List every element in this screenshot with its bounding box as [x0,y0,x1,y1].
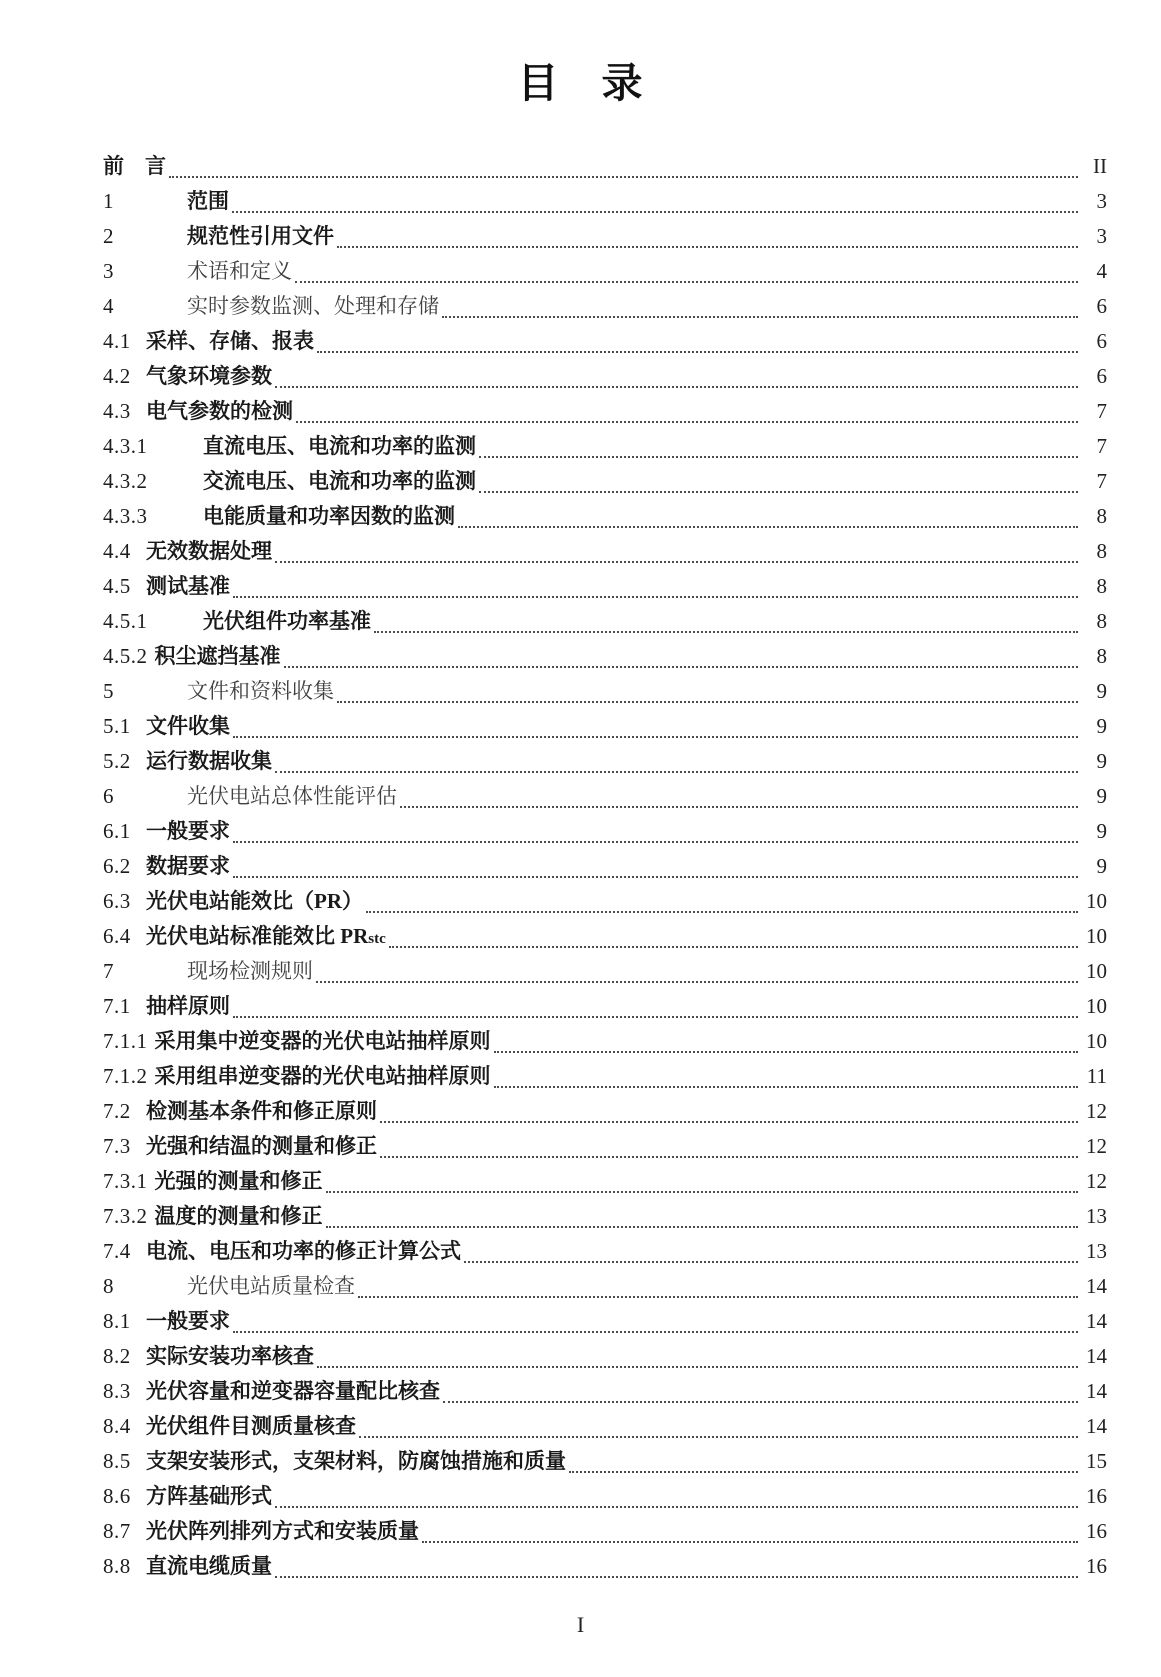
toc-entry-page: 8 [1096,609,1107,633]
dot-leader [295,281,1078,283]
dot-leader [494,1051,1079,1053]
toc-entry-title: 前 言 [103,154,166,178]
toc-entry-number: 6.4 [103,924,131,948]
toc-entry-number: 7.2 [103,1099,131,1123]
toc-entry-title: 积尘遮挡基准 [154,644,281,668]
dot-leader [233,736,1078,738]
toc-entry-page: 10 [1086,889,1107,913]
toc-entry-title: 规范性引用文件 [187,224,334,248]
toc-entry[interactable] [103,184,1107,219]
toc-entry-number: 4.2 [103,364,131,388]
toc-entry-page: 13 [1086,1204,1107,1228]
toc-entry-page: 3 [1096,224,1107,248]
toc-entry-title: 电能质量和功率因数的监测 [203,504,455,528]
toc-entry-page: 13 [1086,1239,1107,1263]
dot-leader [275,771,1078,773]
toc-entry-number: 4.4 [103,539,131,563]
toc-entry-number: 4.5.1 [103,609,148,633]
toc-entry-number: 4.5.2 [103,644,148,668]
toc-entry-title: 现场检测规则 [187,959,313,983]
toc-entry-page: 11 [1086,1064,1107,1088]
toc-entry-number: 8.8 [103,1554,131,1578]
toc-entry-number: 4.1 [103,329,131,353]
toc-entry-page: 14 [1086,1274,1107,1298]
toc-entry-title: 支架安装形式，支架材料，防腐蚀措施和质量 [146,1449,566,1473]
toc-entry-page: 10 [1086,959,1107,983]
toc-entry[interactable] [103,989,1107,1024]
dot-leader [233,1331,1078,1333]
toc-entry-title: 术语和定义 [187,259,292,283]
toc-entry-page: 14 [1086,1379,1107,1403]
page-title: 目 录 [517,60,644,106]
toc-entry-title: 交流电压、电流和功率的监测 [203,469,476,493]
toc-entry-title: 光强的测量和修正 [154,1169,323,1193]
toc-entry-title: 范围 [187,189,229,213]
dot-leader [337,701,1078,703]
dot-leader [233,596,1078,598]
toc-entry[interactable] [103,639,1107,674]
dot-leader [317,351,1078,353]
toc-entry-page: 7 [1096,434,1107,458]
toc-entry-number: 5.2 [103,749,131,773]
toc-entry[interactable] [103,499,1107,534]
toc-entry-number: 4.5 [103,574,131,598]
toc-entry-page: 8 [1096,504,1107,528]
toc-entry-page: 6 [1096,364,1107,388]
dot-leader [296,421,1078,423]
toc-entry-page: 9 [1096,854,1107,878]
toc-entry-page: 3 [1096,189,1107,213]
toc-entry[interactable] [103,1479,1107,1514]
toc-entry-page: 16 [1086,1519,1107,1543]
dot-leader [359,1436,1078,1438]
toc-entry-page: 9 [1096,819,1107,843]
dot-leader [494,1086,1079,1088]
toc-entry-title: 文件收集 [146,714,230,738]
toc-entry-page: 9 [1096,784,1107,808]
toc-entry[interactable] [103,394,1107,429]
dot-leader [374,631,1078,633]
toc-entry[interactable] [103,534,1107,569]
toc-entry[interactable] [103,464,1107,499]
dot-leader [275,561,1078,563]
toc-entry-title: 光伏阵列排列方式和安装质量 [146,1519,419,1543]
dot-leader [316,981,1078,983]
toc-entry-page: 9 [1096,679,1107,703]
toc-entry-title: 光伏组件功率基准 [203,609,371,633]
toc-entry-page: 14 [1086,1309,1107,1333]
toc-entry-page: 10 [1086,1029,1107,1053]
page-footer: I [576,1612,585,1637]
toc-entry-number: 8.5 [103,1449,131,1473]
dot-leader [275,1576,1078,1578]
toc-entry-title: 温度的测量和修正 [154,1204,323,1228]
toc-entry-title: 电流、电压和功率的修正计算公式 [146,1239,461,1263]
toc-entry-page: 9 [1096,714,1107,738]
toc-entry[interactable] [103,254,1107,289]
dot-leader [233,841,1078,843]
toc-entry-number: 8.4 [103,1414,131,1438]
toc-entry[interactable] [103,604,1107,639]
toc-entry[interactable] [103,149,1107,184]
dot-leader [232,211,1078,213]
toc-entry-page: 7 [1096,399,1107,423]
toc-entry-page: 10 [1086,994,1107,1018]
toc-entry[interactable] [103,1514,1107,1549]
toc-entry[interactable] [103,814,1107,849]
toc-entry-page: 16 [1086,1554,1107,1578]
toc-entry-page: 7 [1096,469,1107,493]
toc-entry-title: 电气参数的检测 [146,399,293,423]
dot-leader [275,1506,1078,1508]
toc-entry[interactable] [103,1024,1107,1059]
toc-entry-number: 8.2 [103,1344,131,1368]
dot-leader [380,1156,1078,1158]
dot-leader [169,176,1078,178]
toc-entry-number: 7.3.2 [103,1204,148,1228]
toc-entry-number: 6.3 [103,889,131,913]
toc-entry[interactable] [103,1059,1107,1094]
toc-entry-title: 检测基本条件和修正原则 [146,1099,377,1123]
toc-entry-page: 8 [1096,574,1107,598]
toc-entry-page: 10 [1086,924,1107,948]
toc-entry-number: 4.3.2 [103,469,148,493]
dot-leader [233,1016,1078,1018]
toc-entry-title: 无效数据处理 [146,539,272,563]
toc-entry-page: 8 [1096,644,1107,668]
toc-entry-number: 6.1 [103,819,131,843]
toc-entry-page: 12 [1086,1099,1107,1123]
toc-entry-number: 8.1 [103,1309,131,1333]
toc-entry-title: 一般要求 [146,1309,230,1333]
toc-entry[interactable] [103,219,1107,254]
toc-entry-title: 文件和资料收集 [187,679,334,703]
toc-entry[interactable] [103,1549,1107,1584]
toc-entry[interactable] [103,569,1107,604]
toc-entry-number: 4.3.3 [103,504,148,528]
toc-entry-number: 7.1.1 [103,1029,148,1053]
toc-entry[interactable] [103,919,1107,954]
toc-entry[interactable] [103,744,1107,779]
toc-entry-title: 测试基准 [146,574,230,598]
toc-entry[interactable] [103,674,1107,709]
toc-entry[interactable] [103,1374,1107,1409]
toc-entry[interactable] [103,359,1107,394]
dot-leader [317,1366,1078,1368]
toc-entry-title: 实际安装功率核查 [146,1344,314,1368]
dot-leader [458,526,1078,528]
toc-entry-page: II [1093,154,1107,178]
toc-entry-page: 8 [1096,539,1107,563]
dot-leader [326,1191,1079,1193]
toc-entry-number: 4.3.1 [103,434,148,458]
toc-entry-title: 运行数据收集 [146,749,272,773]
dot-leader [422,1541,1078,1543]
toc-entry-title: 采用集中逆变器的光伏电站抽样原则 [154,1029,491,1053]
toc-entry[interactable] [103,1409,1107,1444]
dot-leader [284,666,1079,668]
dot-leader [464,1261,1078,1263]
toc-entry-number: 2 [103,224,114,248]
toc-list [103,149,1107,1584]
toc-entry-title: 光伏电站能效比（PR） [146,889,363,913]
toc-entry[interactable] [103,1444,1107,1479]
toc-entry-number: 4 [103,294,114,318]
dot-leader [569,1471,1078,1473]
toc-entry[interactable] [103,884,1107,919]
toc-entry-title: 气象环境参数 [146,364,272,388]
dot-leader [479,456,1078,458]
dot-leader [479,491,1078,493]
toc-entry-number: 4.3 [103,399,131,423]
toc-entry-number: 6 [103,784,114,808]
toc-entry-number: 7.1.2 [103,1064,148,1088]
toc-entry-title: 直流电压、电流和功率的监测 [203,434,476,458]
toc-entry-number: 8.3 [103,1379,131,1403]
toc-entry[interactable] [103,954,1107,989]
dot-leader [358,1296,1078,1298]
toc-entry-title: 抽样原则 [146,994,230,1018]
dot-leader [366,911,1078,913]
toc-entry-number: 7.4 [103,1239,131,1263]
toc-entry-number: 5.1 [103,714,131,738]
dot-leader [337,246,1078,248]
toc-entry-page: 15 [1086,1449,1107,1473]
toc-entry-page: 6 [1096,329,1107,353]
toc-entry-page: 14 [1086,1414,1107,1438]
toc-entry-number: 7.3.1 [103,1169,148,1193]
dot-leader [275,386,1078,388]
dot-leader [389,946,1078,948]
dot-leader [233,876,1078,878]
toc-entry-page: 16 [1086,1484,1107,1508]
toc-entry-title: 光伏电站质量检查 [187,1274,355,1298]
toc-entry-number: 8.7 [103,1519,131,1543]
toc-entry-title: 光伏组件目测质量核查 [146,1414,356,1438]
toc-entry[interactable] [103,709,1107,744]
toc-entry-title: 方阵基础形式 [146,1484,272,1508]
toc-entry-number: 3 [103,259,114,283]
toc-entry-title: 光伏容量和逆变器容量配比核查 [146,1379,440,1403]
toc-entry-title: 光伏电站标准能效比 PRstc [146,924,386,948]
toc-entry-title: 光伏电站总体性能评估 [187,784,397,808]
dot-leader [380,1121,1078,1123]
toc-entry[interactable] [103,1129,1107,1164]
toc-entry-page: 12 [1086,1169,1107,1193]
toc-entry-page: 4 [1096,259,1107,283]
toc-entry[interactable] [103,849,1107,884]
dot-leader [443,1401,1078,1403]
toc-entry[interactable] [103,1304,1107,1339]
toc-entry-title-subscript: stc [368,931,386,947]
toc-entry-title: 数据要求 [146,854,230,878]
toc-entry[interactable] [103,1199,1107,1234]
toc-entry[interactable] [103,1339,1107,1374]
toc-entry[interactable] [103,779,1107,814]
toc-entry[interactable] [103,1234,1107,1269]
toc-entry-page: 9 [1096,749,1107,773]
toc-entry-number: 6.2 [103,854,131,878]
dot-leader [400,806,1078,808]
toc-entry-title: 直流电缆质量 [146,1554,272,1578]
dot-leader [326,1226,1079,1228]
toc-entry-number: 8.6 [103,1484,131,1508]
toc-entry-title: 采用组串逆变器的光伏电站抽样原则 [154,1064,491,1088]
toc-entry[interactable] [103,324,1107,359]
toc-entry-title: 采样、存储、报表 [146,329,314,353]
toc-entry-number: 7 [103,959,114,983]
toc-entry[interactable] [103,1164,1107,1199]
toc-entry[interactable] [103,429,1107,464]
toc-entry-page: 6 [1096,294,1107,318]
toc-entry-number: 8 [103,1274,114,1298]
toc-entry-page: 14 [1086,1344,1107,1368]
dot-leader [442,316,1078,318]
toc-entry-title: 一般要求 [146,819,230,843]
toc-entry[interactable] [103,289,1107,324]
toc-entry-number: 7.3 [103,1134,131,1158]
toc-entry-number: 7.1 [103,994,131,1018]
toc-entry-title: 光强和结温的测量和修正 [146,1134,377,1158]
toc-entry[interactable] [103,1094,1107,1129]
toc-entry-number: 1 [103,189,114,213]
toc-entry-number: 5 [103,679,114,703]
toc-entry-title: 实时参数监测、处理和存储 [187,294,439,318]
toc-entry[interactable] [103,1269,1107,1304]
toc-entry-page: 12 [1086,1134,1107,1158]
